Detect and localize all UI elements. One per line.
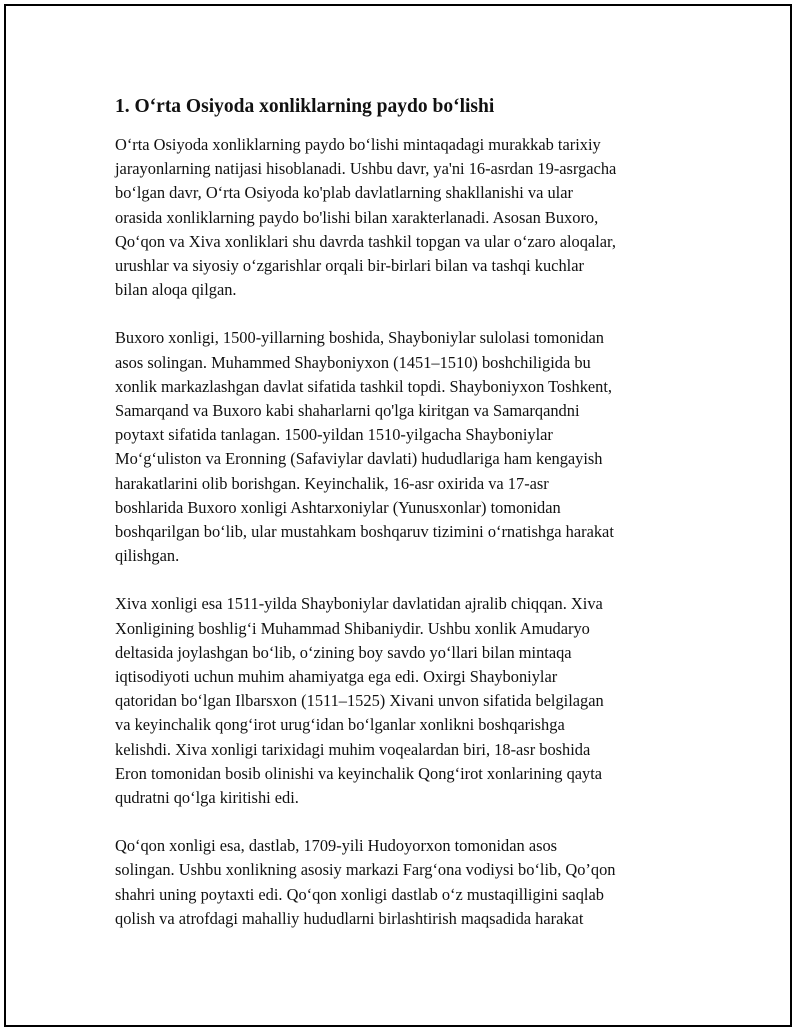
paragraphs-container — [115, 133, 695, 931]
paragraph — [115, 834, 695, 931]
text-line: urushlar va siyosiy o‘zgarishlar orqali bir-birlari bilan va tashqi kuchlar — [115, 256, 584, 276]
text-line: Mo‘g‘uliston va Eronning (Safaviylar davlati) hududlariga ham kengayish — [115, 449, 603, 469]
text-line: boshqarilgan bo‘lib, ular mustahkam boshqaruv tizimini o‘rnatishga harakat — [115, 522, 614, 542]
text-line: poytaxt sifatida tanlagan. 1500-yildan 1510-yilgacha Shayboniylar — [115, 425, 553, 445]
text-line: jarayonlarning natijasi hisoblanadi. Ushbu davr, ya'ni 16-asrdan 19-asrgacha — [115, 159, 617, 179]
text-line: kelishdi. Xiva xonligi tarixidagi muhim voqealardan biri, 18-asr boshida — [115, 739, 591, 759]
text-line: solingan. Ushbu xonlikning asosiy markazi Farg‘ona vodiysi bo‘lib, Qo’qon — [115, 860, 616, 880]
paragraph — [115, 592, 695, 810]
text-line: Xonligining boshlig‘i Muhammad Shibaniydir. Ushbu xonlik Amudaryo — [115, 618, 590, 638]
text-line: Eron tomonidan bosib olinishi va keyinchalik Qong‘irot xonlarining qayta — [115, 763, 603, 783]
document-body — [115, 94, 695, 955]
text-line: asos solingan. Muhammed Shayboniyxon (1451–1510) boshchiligida bu — [115, 352, 591, 372]
text-line: qolish va atrofdagi mahalliy hududlarni birlashtirish maqsadida harakat — [115, 908, 584, 928]
paragraph — [115, 326, 695, 568]
text-line: bilan aloqa qilgan. — [115, 280, 237, 300]
text-line: va keyinchalik qong‘irot urug‘idan bo‘lganlar xonlikni boshqarishga — [115, 715, 565, 735]
text-line: Qo‘qon va Xiva xonliklari shu davrda tashkil topgan va ular o‘zaro aloqalar, — [115, 231, 616, 251]
paragraph — [115, 133, 695, 302]
text-line: Xiva xonligi esa 1511-yilda Shayboniylar davlatidan ajralib chiqqan. Xiva — [115, 594, 603, 614]
text-line: bo‘lgan davr, O‘rta Osiyoda ko'plab davlatlarning shakllanishi va ular — [115, 183, 573, 203]
text-line: Buxoro xonligi, 1500-yillarning boshida, Shayboniylar sulolasi tomonidan — [115, 328, 604, 348]
text-line: deltasida joylashgan bo‘lib, o‘zining boy savdo yo‘llari bilan mintaqa — [115, 642, 572, 662]
text-line: shahri uning poytaxti edi. Qo‘qon xonligi dastlab o‘z mustaqilligini saqlab — [115, 884, 604, 904]
text-line: orasida xonliklarning paydo bo'lishi bilan xarakterlanadi. Asosan Buxoro, — [115, 207, 599, 227]
text-line: harakatlarini olib borishgan. Keyinchalik, 16-asr oxirida va 17-asr — [115, 473, 549, 493]
text-line: boshlarida Buxoro xonligi Ashtarxoniylar (Yunusxonlar) tomonidan — [115, 497, 561, 517]
text-line: qudratni qo‘lga kiritishi edi. — [115, 788, 299, 808]
section-title: 1. O‘rta Osiyoda xonliklarning paydo bo‘lishi — [115, 96, 495, 117]
text-line: qatoridan bo‘lgan Ilbarsxon (1511–1525) Xivani unvon sifatida belgilagan — [115, 691, 604, 711]
text-line: iqtisodiyoti uchun muhim ahamiyatga ega edi. Oxirgi Shayboniylar — [115, 667, 558, 687]
text-line: xonlik markazlashgan davlat sifatida tashkil topdi. Shayboniyxon Toshkent, — [115, 376, 613, 396]
text-line: Samarqand va Buxoro kabi shaharlarni qo'lga kiritgan va Samarqandni — [115, 401, 580, 421]
text-line: O‘rta Osiyoda xonliklarning paydo bo‘lishi mintaqadagi murakkab tarixiy — [115, 135, 601, 154]
text-line: qilishgan. — [115, 546, 180, 566]
text-line: Qo‘qon xonligi esa, dastlab, 1709-yili Hudoyorxon tomonidan asos — [115, 836, 558, 856]
